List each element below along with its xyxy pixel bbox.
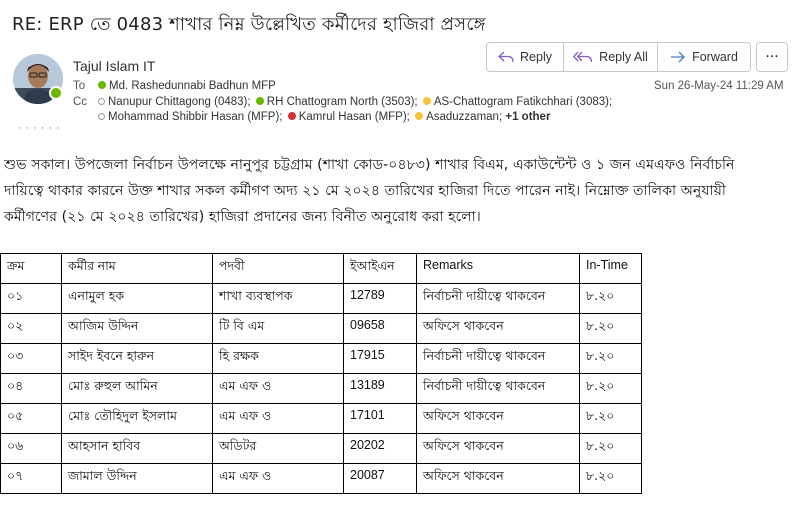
table-cell: টি বি এম — [213, 314, 344, 344]
table-cell: এনামুল হক — [62, 284, 213, 314]
column-header: ক্রম — [1, 254, 62, 284]
ellipsis-icon: ··· — [765, 49, 779, 65]
table-cell: ৮.২০ — [580, 284, 642, 314]
table-cell: এম এফ ও — [213, 374, 344, 404]
sender-name[interactable]: Tajul Islam IT — [73, 58, 156, 74]
table-cell: 13189 — [344, 374, 417, 404]
quoted-text-marker: · · · · · · — [18, 124, 61, 134]
table-cell: ০৩ — [1, 344, 62, 374]
column-header: ইআইএন — [344, 254, 417, 284]
table-cell: ৮.২০ — [580, 344, 642, 374]
presence-available-icon — [256, 97, 264, 105]
table-cell: ৮.২০ — [580, 434, 642, 464]
reply-all-icon — [573, 50, 593, 64]
reply-button[interactable] — [487, 43, 564, 71]
cc-label: Cc — [73, 96, 88, 108]
table-cell: আজিম উদ্দিন — [62, 314, 213, 344]
email-subject: RE: ERP তে 0483 শাখার নিম্ন উল্লেখিত কর্মীদের হাজিরা প্রসঙ্গে — [12, 14, 486, 35]
table-cell: আহসান হাবিব — [62, 434, 213, 464]
table-cell: জামাল উদ্দিন — [62, 464, 213, 494]
reply-label: Reply — [520, 50, 552, 64]
table-cell: 12789 — [344, 284, 417, 314]
table-cell: 17101 — [344, 404, 417, 434]
recipient[interactable]: Md. Rashedunnabi Badhun MFP — [109, 80, 276, 92]
presence-available-icon — [49, 86, 63, 100]
recipient[interactable]: RH Chattogram North (3503); — [266, 96, 418, 108]
reply-actions — [486, 42, 751, 72]
forward-arrow-icon — [670, 50, 686, 64]
table-cell: অফিসে থাকবেন — [417, 464, 580, 494]
table-cell: সাইদ ইবনে হারুন — [62, 344, 213, 374]
table-cell: ৮.২০ — [580, 314, 642, 344]
table-row — [1, 314, 642, 344]
recipient[interactable]: Nanupur Chittagong (0483); — [108, 96, 251, 108]
table-cell: অফিসে থাকবেন — [417, 434, 580, 464]
table-header-row — [1, 254, 642, 284]
table-cell: অফিসে থাকবেন — [417, 314, 580, 344]
forward-button[interactable] — [658, 43, 750, 71]
recipient[interactable]: Kamrul Hasan (MFP); — [298, 111, 410, 123]
table-cell: নির্বাচনী দায়ীত্বে থাকবেন — [417, 284, 580, 314]
reply-all-label: Reply All — [599, 50, 648, 64]
table-cell: শাখা ব্যবস্থাপক — [213, 284, 344, 314]
to-label: To — [73, 80, 86, 92]
body-line: কর্মীগণের (২১ মে ২০২৪ তারিখের) হাজিরা প্রদানের জন্য বিনীত অনুরোধ করা হলো। — [4, 209, 481, 225]
table-cell: 09658 — [344, 314, 417, 344]
column-header: কর্মীর নাম — [62, 254, 213, 284]
table-cell: হি রক্ষক — [213, 344, 344, 374]
presence-offline-icon — [98, 113, 105, 120]
body-line: শুভ সকাল। উপজেলা নির্বাচন উপলক্ষে নানুপুর চট্টগ্রাম (শাখা কোড-০৪৮৩) শাখার বিএম, একাউন্টেন্ট ও ১ জন এমএফও নির্বাচনি — [4, 157, 735, 173]
table-cell: ০১ — [1, 284, 62, 314]
body-line: দায়িত্বে থাকার কারনে উক্ত শাখার সকল কর্মীগণ অদ্য ২১ মে ২০২৪ তারিখের হাজিরা দিতে পারেন নাই। নিম্নোক্ত তালিকা অনুযায়ী — [4, 183, 726, 199]
table-cell: ০৭ — [1, 464, 62, 494]
sent-date: Sun 26-May-24 11:29 AM — [654, 80, 784, 92]
presence-away-icon — [423, 97, 431, 105]
reply-all-button[interactable] — [564, 43, 658, 71]
table-cell: 17915 — [344, 344, 417, 374]
table-row — [1, 464, 642, 494]
table-cell: ০৬ — [1, 434, 62, 464]
more-recipients-link[interactable]: +1 other — [505, 111, 551, 123]
presence-away-icon — [415, 112, 423, 120]
recipient[interactable]: AS-Chattogram Fatikchhari (3083); — [433, 96, 613, 108]
table-row — [1, 374, 642, 404]
presence-available-icon — [98, 81, 106, 89]
table-row — [1, 434, 642, 464]
forward-label: Forward — [692, 50, 738, 64]
reply-icon — [498, 50, 514, 64]
table-cell: 20202 — [344, 434, 417, 464]
table-cell: এম এফ ও — [213, 464, 344, 494]
presence-busy-icon — [288, 112, 296, 120]
table-cell: ০৪ — [1, 374, 62, 404]
table-cell: 20087 — [344, 464, 417, 494]
table-row — [1, 284, 642, 314]
cc-recipients-line2 — [96, 111, 550, 123]
presence-offline-icon — [98, 98, 105, 105]
email-body — [4, 152, 790, 230]
recipient[interactable]: Mohammad Shibbir Hasan (MFP); — [108, 111, 283, 123]
table-cell: ০৫ — [1, 404, 62, 434]
column-header: Remarks — [417, 254, 580, 284]
table-cell: নির্বাচনী দায়ীত্বে থাকবেন — [417, 374, 580, 404]
table-cell: নির্বাচনী দায়ীত্বে থাকবেন — [417, 344, 580, 374]
cc-recipients-line1 — [96, 96, 612, 108]
table-cell: ৮.২০ — [580, 374, 642, 404]
table-row — [1, 344, 642, 374]
attendance-table — [0, 253, 642, 494]
table-cell: ৮.২০ — [580, 404, 642, 434]
table-cell: এম এফ ও — [213, 404, 344, 434]
table-cell: অফিসে থাকবেন — [417, 404, 580, 434]
table-cell: ৮.২০ — [580, 464, 642, 494]
recipient[interactable]: Asaduzzaman; — [426, 111, 503, 123]
table-cell: মোঃ রুহুল আমিন — [62, 374, 213, 404]
table-cell: অডিটর — [213, 434, 344, 464]
column-header: পদবী — [213, 254, 344, 284]
table-cell: মোঃ তৌহিদুল ইসলাম — [62, 404, 213, 434]
table-cell: ০২ — [1, 314, 62, 344]
column-header: In-Time — [580, 254, 642, 284]
to-recipients — [96, 80, 276, 92]
table-row — [1, 404, 642, 434]
more-actions-button[interactable] — [756, 42, 788, 72]
